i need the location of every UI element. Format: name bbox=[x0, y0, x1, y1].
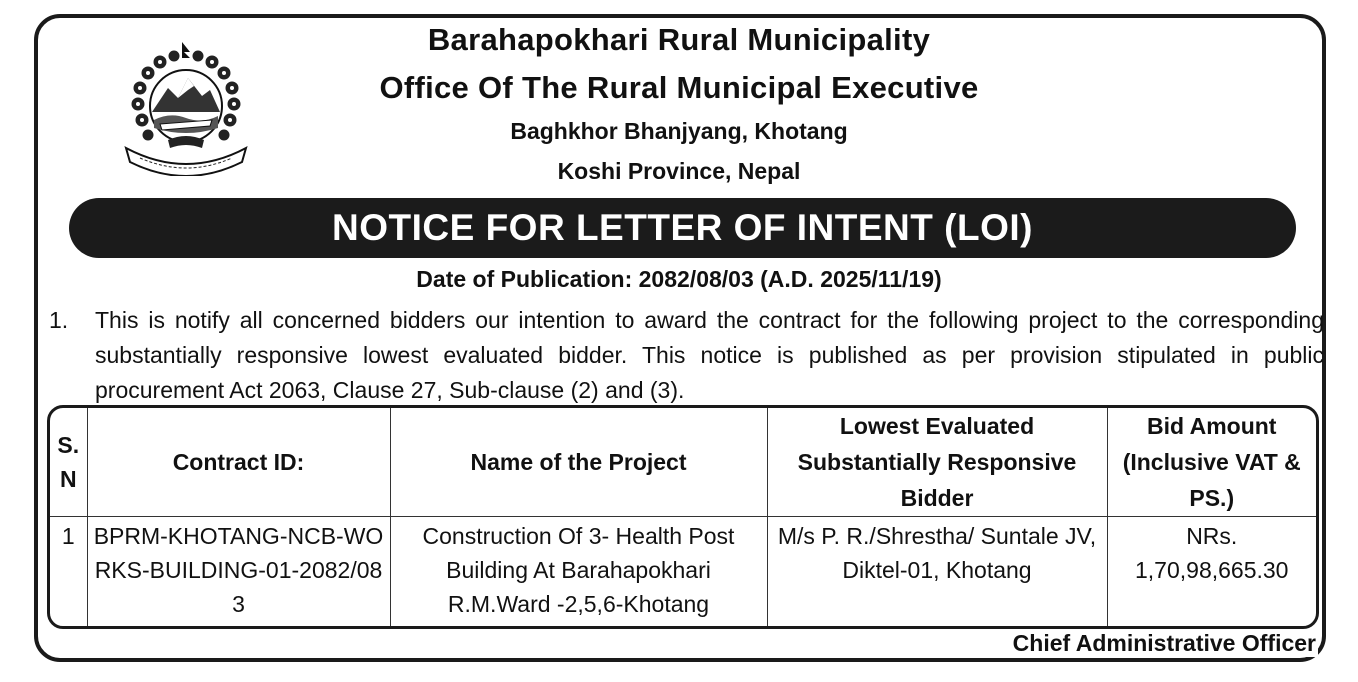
address-line-1: Baghkhor Bhanjyang, Khotang bbox=[510, 118, 848, 144]
cell-amount: NRs. 1,70,98,665.30 bbox=[1107, 517, 1316, 627]
publication-date: Date of Publication: 2082/08/03 (A.D. 2025/11/19) bbox=[416, 266, 942, 292]
office-name: Office Of The Rural Municipal Executive bbox=[379, 70, 979, 105]
address-line-2: Koshi Province, Nepal bbox=[557, 158, 801, 184]
cell-sn: 1 bbox=[50, 517, 87, 627]
header-bidder: Lowest Evaluated Substantially Responsive Bidder bbox=[767, 408, 1107, 517]
header-project: Name of the Project bbox=[390, 408, 767, 517]
cell-project: Construction Of 3- Health Post Building At Barahapokhari R.M.Ward -2,5,6-Khotang bbox=[390, 517, 767, 627]
notice-paragraph bbox=[49, 303, 1324, 408]
notice-title-banner: NOTICE FOR LETTER OF INTENT (LOI) bbox=[69, 198, 1296, 258]
header-contract-id: Contract ID: bbox=[87, 408, 390, 517]
table-row bbox=[50, 517, 1316, 627]
item-number: 1. bbox=[49, 307, 69, 333]
municipality-name: Barahapokhari Rural Municipality bbox=[427, 22, 931, 57]
signatory: Chief Administrative Officer bbox=[1012, 630, 1316, 656]
award-table bbox=[47, 405, 1319, 629]
header-amount: Bid Amount (Inclusive VAT & PS.) bbox=[1107, 408, 1316, 517]
header-sn: S. N bbox=[50, 408, 87, 517]
cell-bidder: M/s P. R./Shrestha/ Suntale JV, Diktel-01, Khotang bbox=[767, 517, 1107, 627]
table-header-row bbox=[50, 408, 1316, 517]
paragraph-text: This is notify all concerned bidders our intention to award the contract for the following project to the corresponding substantially responsive lowest evaluated bidder. This notice is published as per provision stipulated in public procurement Act 2063, Clause 27, Sub-clause (2) and (3). bbox=[95, 307, 1324, 403]
cell-contract-id: BPRM-KHOTANG-NCB-WORKS-BUILDING-01-2082/083 bbox=[87, 517, 390, 627]
nepal-emblem-icon bbox=[118, 40, 254, 176]
